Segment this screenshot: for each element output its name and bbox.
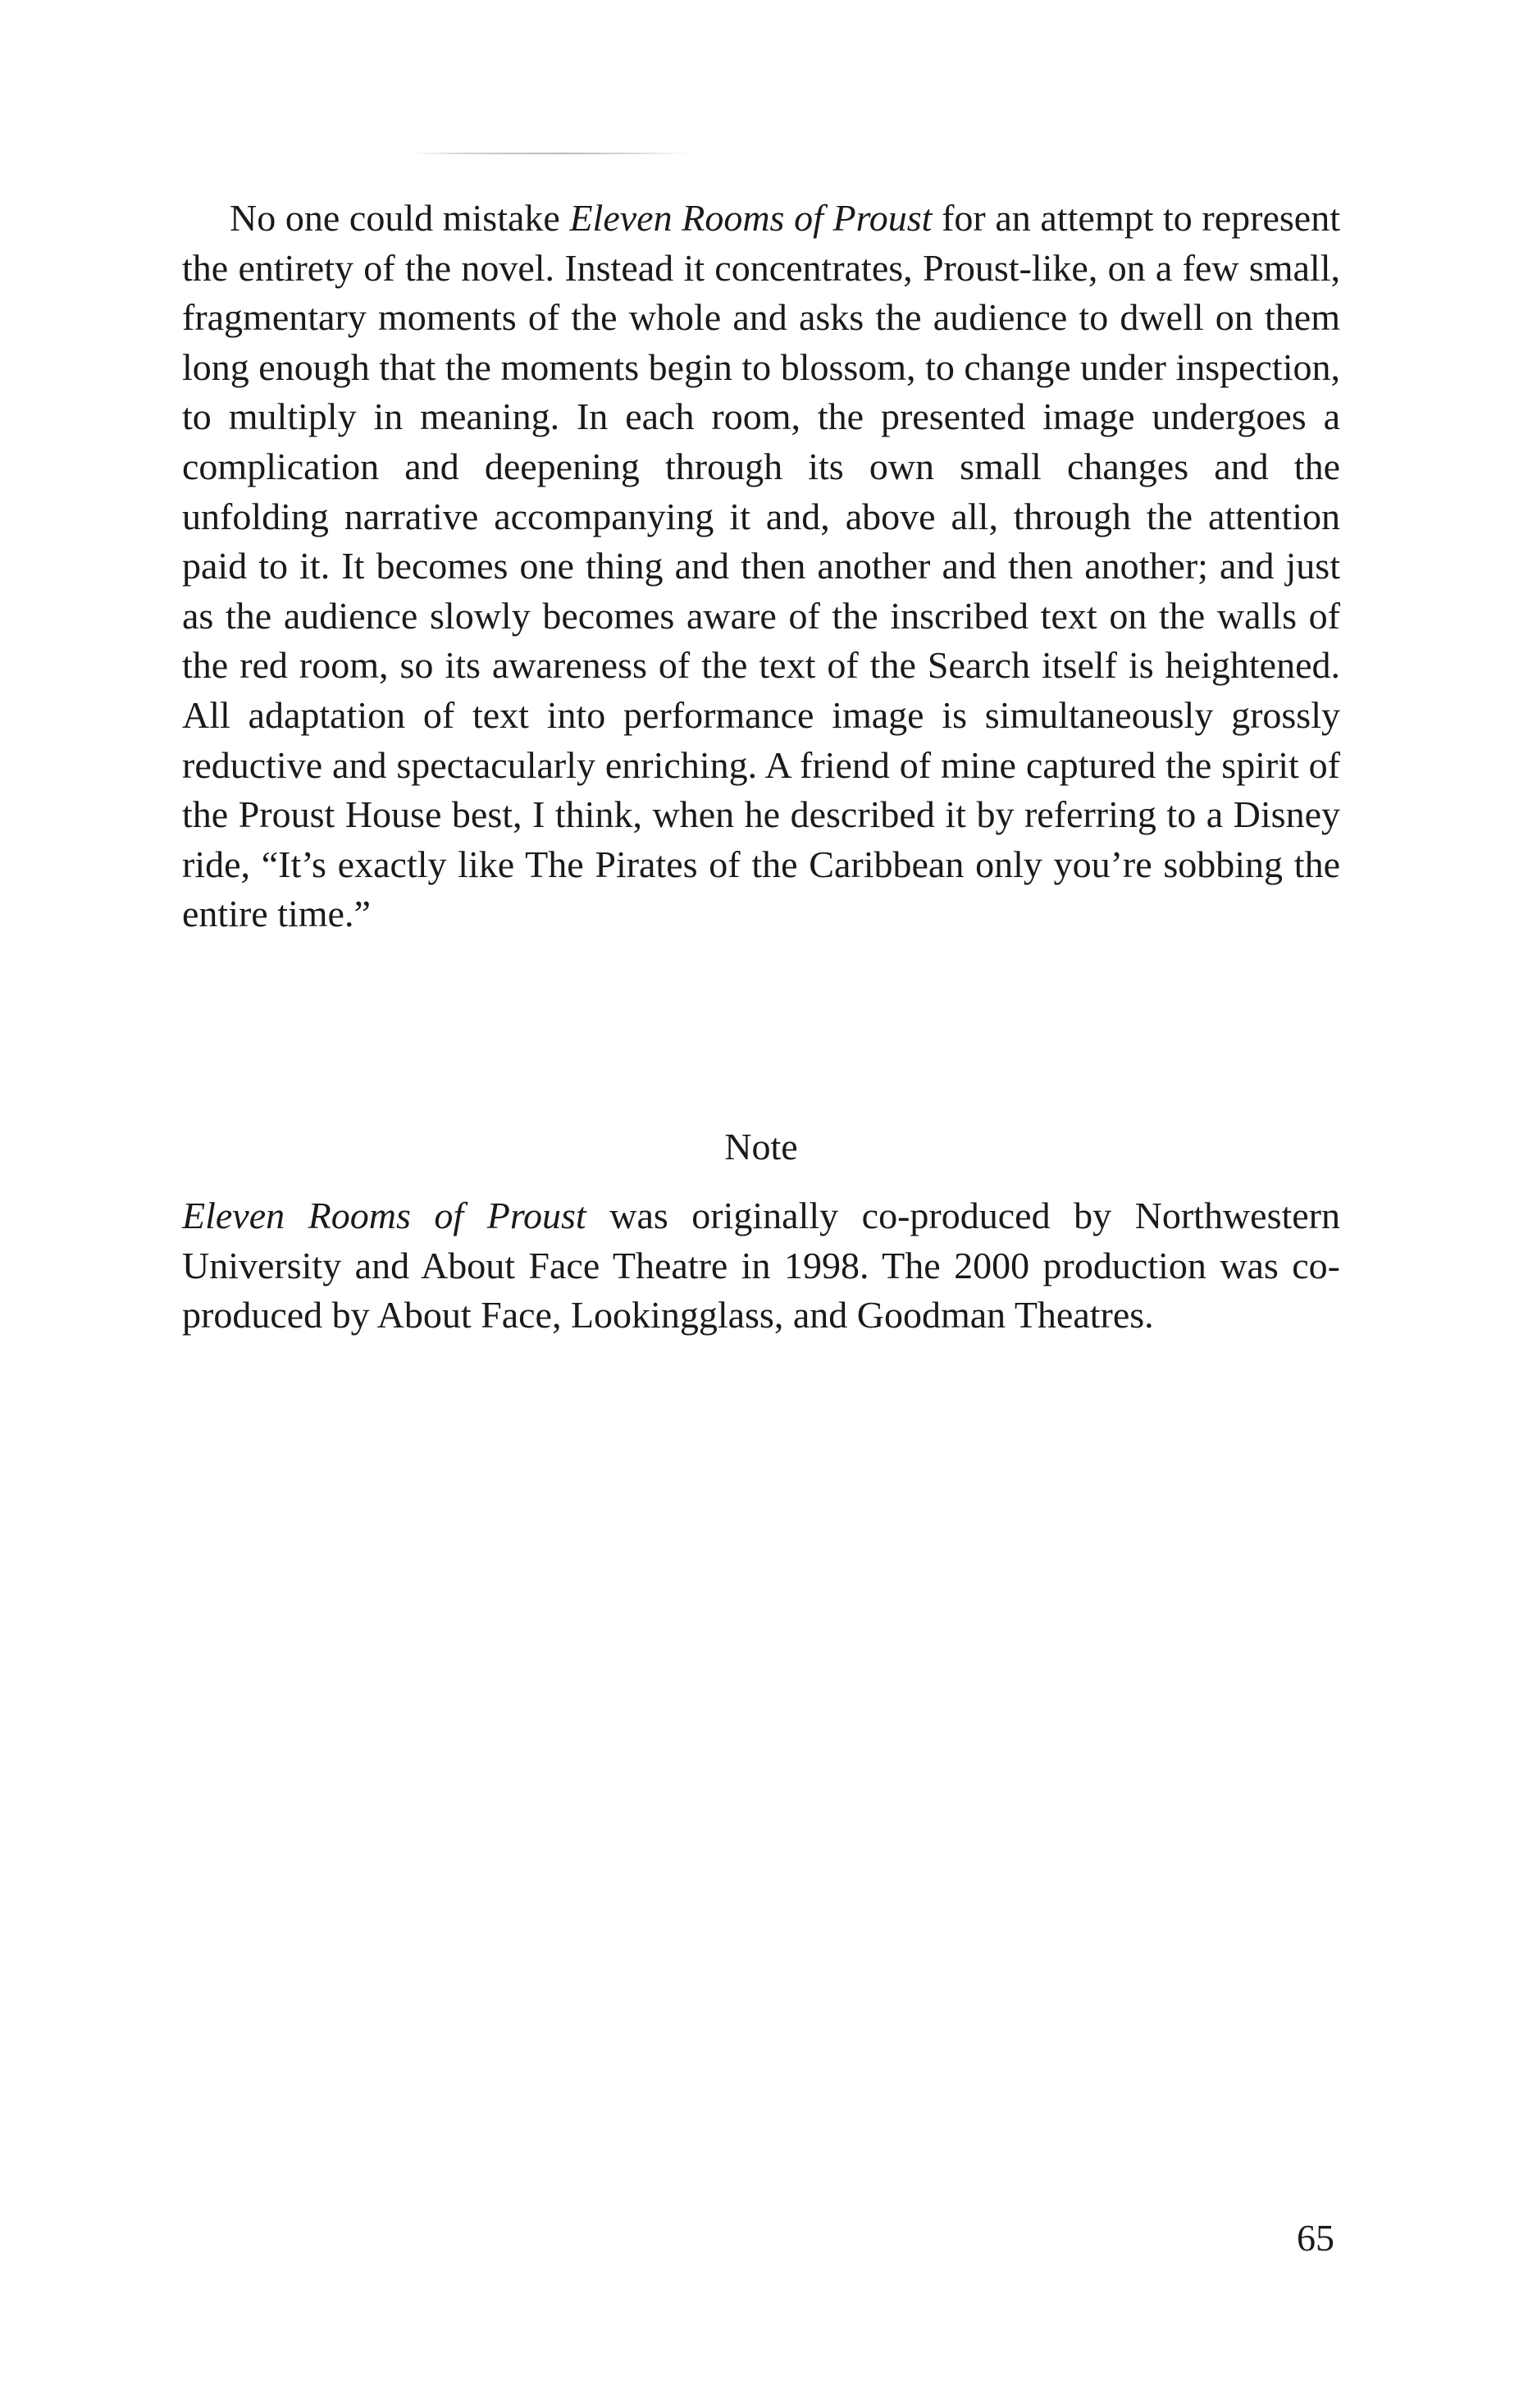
work-title: Eleven Rooms of Proust <box>569 197 933 239</box>
scan-artifact-line <box>410 153 689 154</box>
body-paragraph-text: for an attempt to represent the entirety of the novel. Instead it concentrates, Proust-like, on a few small, fragmentary moments of the whole and asks the audience to dwell on them long enough that the moments begin to blossom, to change under inspection, to multiply in meaning. In each room, the presented image undergoes a complication and deepening through its own small changes and the unfolding narrative accompanying it and, above all, through the attention paid to it. It becomes one thing and then another and then another; and just as the audience slowly becomes aware of the inscribed text on the walls of the red room, so its awareness of the text of the Search itself is heightened. All adaptation of text into performance image is simultaneously grossly reductive and spectacularly enriching. A friend of mine captured the spirit of the Proust House best, I think, when he described it by referring to a Disney ride, “It’s exactly like The Pirates of the Caribbean only you’re sobbing the entire time.” <box>182 197 1340 935</box>
note-work-title: Eleven Rooms of Proust <box>182 1195 586 1236</box>
note-heading: Note <box>724 1126 798 1167</box>
body-paragraph <box>182 194 1340 939</box>
body-paragraph-lead: No one could mistake <box>230 197 570 239</box>
note-text: was originally co-produced by Northwestern University and About Face Theatre in 1998. The 2000 production was co-produced by About Face, Lookingglass, and Goodman Theatres. <box>182 1195 1341 1337</box>
note-paragraph <box>182 1191 1340 1341</box>
page-number: 65 <box>1297 2217 1334 2259</box>
